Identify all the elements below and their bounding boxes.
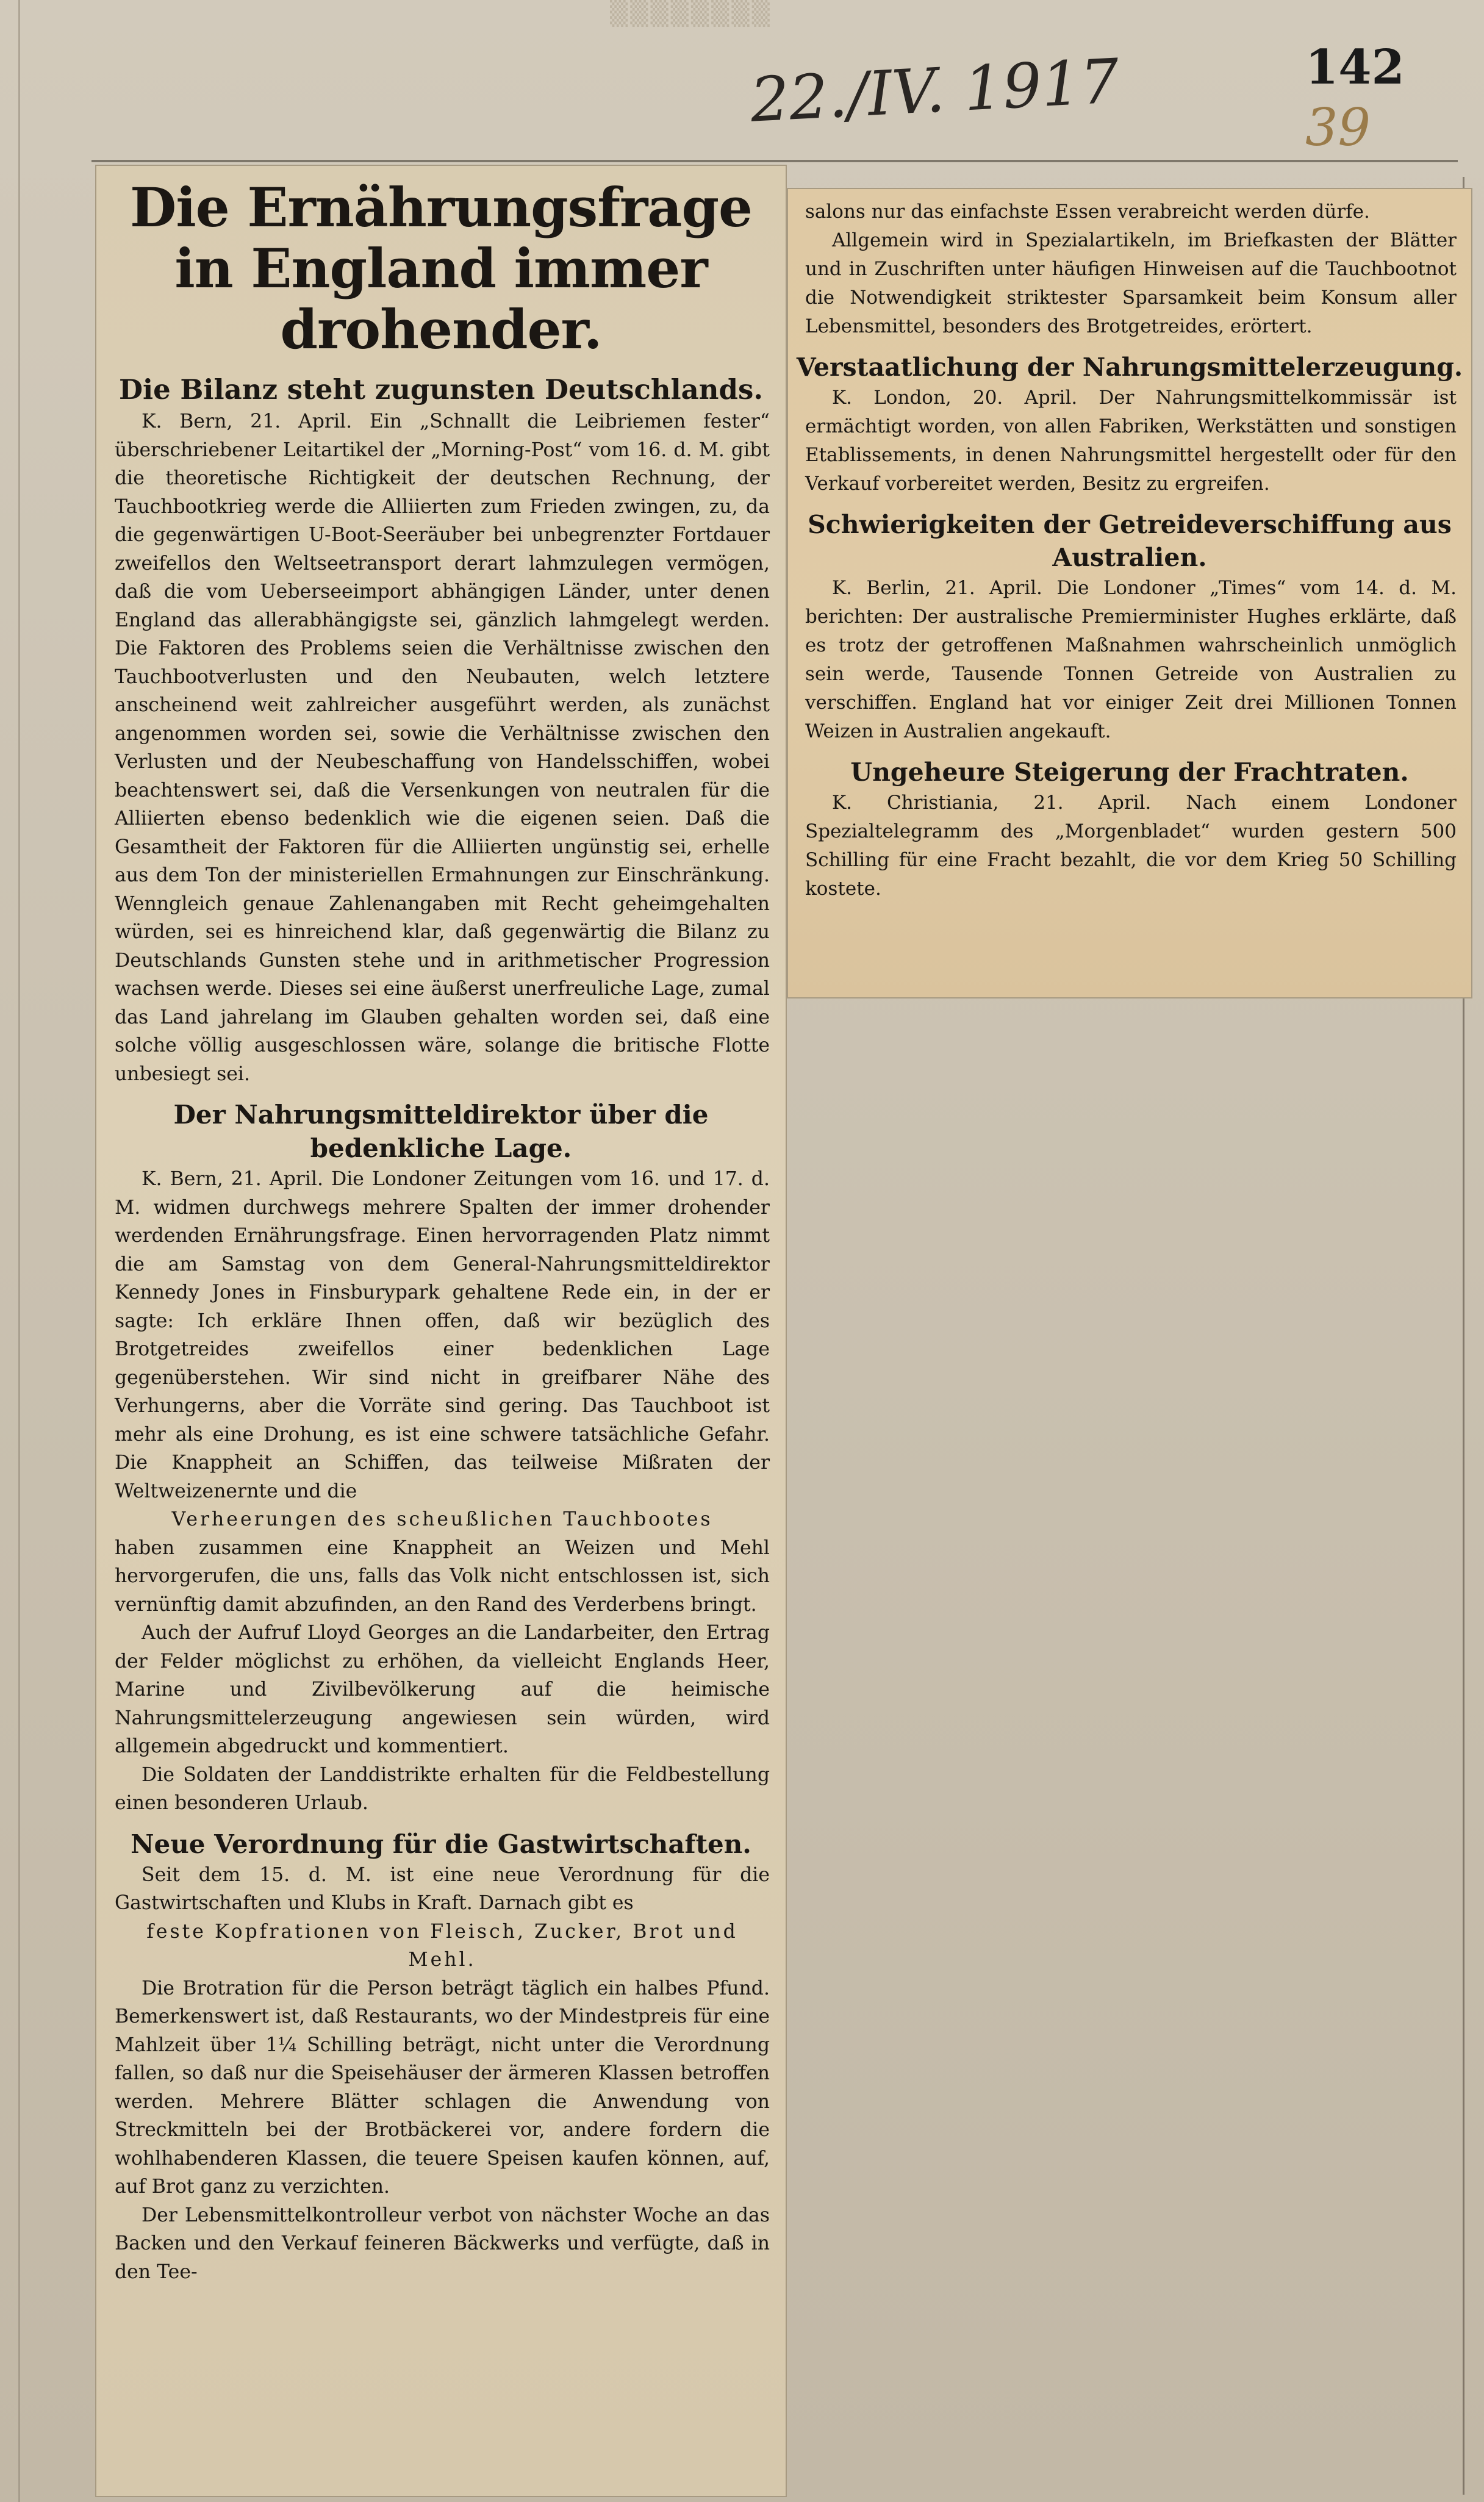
section-heading-verstaatlichung: Verstaatlichung der Nahrungsmittelerzeugung. <box>796 353 1463 382</box>
article-paragraph: Auch der Aufruf Lloyd Georges an die Landarbeiter, den Ertrag der Felder möglichst zu erhöhen, da vielleicht Englands Heer, Marine und Zivilbevölkerung auf die heimische Nahrungsmittelerzeugung angewiesen sein würden, wird allgemein abgedruckt und kommentiert. <box>115 1622 770 1757</box>
emphasized-line: Verheerungen des scheußlichen Tauchbootes <box>171 1508 713 1530</box>
article-paragraph: salons nur das einfachste Essen verabreicht werden dürfe. <box>805 201 1370 223</box>
article-paragraph: Der Lebensmittelkontrolleur verbot von nächster Woche an das Backen und den Verkauf feineren Bäckwerks und verfügte, daß in den Tee- <box>115 2204 770 2283</box>
folio-number: 39 <box>1305 98 1371 157</box>
article-paragraph: Seit dem 15. d. M. ist eine neue Verordnung für die Gastwirtschaften und Klubs in Kraft. Darnach gibt es <box>115 1863 770 1914</box>
section-heading-frachtraten: Ungeheure Steigerung der Frachtraten. <box>850 758 1409 787</box>
article-paragraph: Die Soldaten der Landdistrikte erhalten für die Feldbestellung einen besonderen Urlaub. <box>115 1763 770 1814</box>
article-paragraph: K. London, 20. April. Der Nahrungsmittelkommissär ist ermächtigt worden, von allen Fabriken, Werkstätten und sonstigen Etablissements, in denen Nahrungsmittel hergestellt oder für den Verkauf vorbereitet werden, Besitz zu ergreifen. <box>805 387 1457 495</box>
article-paragraph: K. Bern, 21. April. Die Londoner Zeitungen vom 16. und 17. d. M. widmen durchwegs mehrere Spalten der immer drohender werdenden Ernährungsfrage. Einen hervorragenden Platz nimmt die am Samstag von dem General-Nahrungsmitteldirektor Kennedy Jones in Finsburypark gehaltene Rede ein, in der er sagte: Ich erkläre Ihnen offen, daß wir bezüglich des Brotgetreides zweifellos einer bedenklichen Lage gegenüberstehen. Wir sind nicht in greifbarer Nähe des Verhungerns, aber die Vorräte sind gering. Das Tauchboot ist mehr als eine Drohung, es ist eine schwere tatsächliche Gefahr. Die Knappheit an Schiffen, das teilweise Mißraten der Weltweizenernte und die <box>115 1168 770 1502</box>
sheet-edge-line <box>18 0 20 2502</box>
clipping-right <box>788 189 1471 997</box>
page-number: 142 <box>1305 40 1405 95</box>
subheadline: Die Bilanz steht zugunsten Deutschlands. <box>118 373 763 406</box>
section-heading-director: Der Nahrungsmitteldirektor über die bedenkliche Lage. <box>173 1100 709 1163</box>
article-paragraph: Allgemein wird in Spezialartikeln, im Briefkasten der Blätter und in Zuschriften unter häufigen Hinweisen auf die Tauchbootnot die Notwendigkeit striktester Sparsamkeit beim Konsum aller Lebensmittel, besonders des Brotgetreides, erörtert. <box>805 229 1457 337</box>
article-paragraph: K. Christiania, 21. April. Nach einem Londoner Spezialtelegramm des „Morgenbladet“ wurden gestern 500 Schilling für eine Fracht bezahlt, die vor dem Krieg 50 Schilling kostete. <box>805 792 1457 900</box>
emphasized-line: feste Kopfrationen von Fleisch, Zucker, Brot und Mehl. <box>146 1920 738 1971</box>
main-headline: Die Ernährungsfrage in England immer drohender. <box>130 176 752 361</box>
section-heading-gastwirtschaften: Neue Verordnung für die Gastwirtschaften. <box>131 1829 751 1859</box>
article-paragraph: K. Bern, 21. April. Ein „Schnallt die Leibriemen fester“ überschriebener Leitartikel der „Morning-Post“ vom 16. d. M. gibt die theoretische Richtigkeit der deutschen Rechnung, der Tauchbootkrieg werde die Alliierten zum Frieden zwingen, zu, da die gegenwärtigen U-Boot-Seeräuber bei unbegrenzter Fortdauer zweifellos den Weltseetransport derart lahmzulegen vermögen, daß die vom Ueberseeimport abhängigen Länder, unter denen England das allerabhängigste sei, gänzlich lahmgelegt werden. Die Faktoren des Problems seien die Verhältnisse zwischen den Tauchbootverlusten und den Neubauten, welch letztere anscheinend weit zahlreicher ausgeführt werden, als zunächst angenommen worden sei, sowie die Verhältnisse zwischen den Verlusten und der Neubeschaffung von Handelsschiffen, wobei beachtenswert sei, daß die Versenkungen von neutralen für die Alliierten ebenso bedenklich wie die eigenen seien. Daß die Gesamtheit der Faktoren für die Alliierten ungünstig sei, erhelle aus dem Ton der ministeriellen Ermahnungen zur Einschränkung. Wenngleich genaue Zahlenangaben mit Recht geheimgehalten würden, sei es hinreichend klar, daß gegenwärtig die Bilanz zu Deutschlands Gunsten stehe und in arithmetischer Progression wachsen werde. Dieses sei eine äußerst unerfreuliche Lage, zumal das Land jahrelang im Glauben gehalten worden sei, daß eine solche völlig ausgeschlossen wäre, solange die britische Flotte unbesiegt sei. <box>115 410 770 1085</box>
faint-stamp: ▒▒▒▒▒▒▒▒ <box>610 0 772 27</box>
article-paragraph: Die Brotration für die Person beträgt täglich ein halbes Pfund. Bemerkenswert ist, daß Restaurants, wo der Mindestpreis für eine Mahlzeit über 1¼ Schilling beträgt, nicht unter die Verordnung fallen, so daß nur die Speisehäuser der ärmeren Klassen betroffen werden. Mehrere Blätter schlagen die Anwendung von Streckmitteln bei der Brotbäckerei vor, andere fordern die wohlhabenderen Klassen, die teuere Speisen kaufen können, auf, auf Brot ganz zu verzichten. <box>115 1977 770 2198</box>
article-paragraph: haben zusammen eine Knappheit an Weizen und Mehl hervorgerufen, die uns, falls das Volk nicht entschlossen ist, sich vernünftig damit abzufinden, an den Rand des Verderbens bringt. <box>115 1536 770 1616</box>
handwritten-date: 22./IV. 1917 <box>748 45 1121 136</box>
section-heading-australien: Schwierigkeiten der Getreideverschiffung aus Australien. <box>808 510 1452 572</box>
clipping-left <box>96 166 786 2496</box>
top-rule-line <box>91 160 1458 162</box>
article-paragraph: K. Berlin, 21. April. Die Londoner „Times“ vom 14. d. M. berichten: Der australische Premierminister Hughes erklärte, daß es trotz der getroffenen Maßnahmen wahrscheinlich unmöglich sein werde, Tausende Tonnen Getreide von Australien zu verschiffen. England hat vor einiger Zeit drei Millionen Tonnen Weizen in Australien angekauft. <box>805 577 1457 742</box>
